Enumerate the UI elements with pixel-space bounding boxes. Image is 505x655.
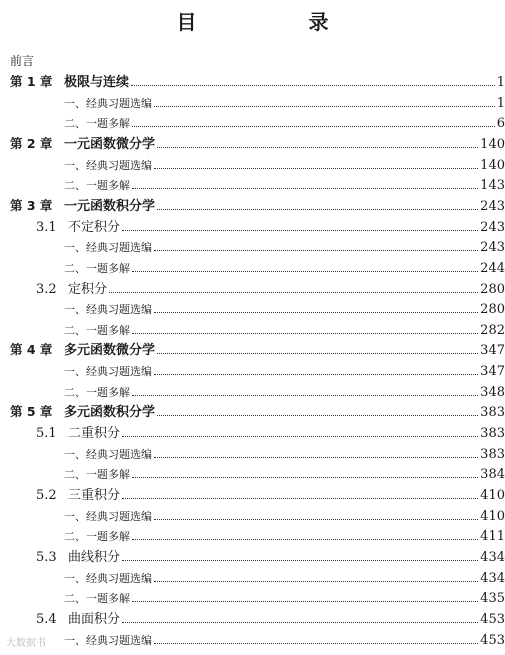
toc-entry-title: 二、一题多解	[64, 261, 130, 275]
toc-entry-section[interactable]	[0, 545, 505, 565]
toc-entry-section[interactable]	[0, 277, 505, 297]
toc-entry-chapter[interactable]	[0, 132, 505, 152]
toc-entry-item[interactable]	[0, 586, 505, 606]
toc-entry-title: 一、经典习题选编	[64, 447, 152, 461]
toc-entry-page: 243	[480, 198, 505, 214]
toc-entry-page: 434	[480, 550, 505, 565]
toc-entry-title: 二、一题多解	[64, 117, 130, 131]
toc-entry-page: 282	[480, 322, 505, 338]
dot-leader	[154, 373, 478, 375]
toc-entry-chapter[interactable]	[0, 400, 505, 420]
toc-entry-page: 140	[480, 136, 505, 152]
dot-leader	[154, 311, 478, 313]
toc-entry-title: 多元函数积分学	[64, 405, 156, 421]
toc-entry-title: 二、一题多解	[64, 468, 130, 482]
toc-entry-title: 多元函数微分学	[64, 343, 156, 359]
toc-entry-title: 一、经典习题选编	[64, 241, 152, 255]
toc-entry-item[interactable]	[0, 153, 505, 173]
toc-entry-item[interactable]	[0, 91, 505, 111]
toc-entry-page: 453	[480, 611, 505, 627]
toc-entry-item[interactable]	[0, 628, 505, 648]
toc-entry-title: 一元函数积分学	[64, 198, 156, 214]
toc-entry-item[interactable]	[0, 566, 505, 586]
dot-leader	[154, 580, 478, 582]
toc-entry-item[interactable]	[0, 380, 505, 400]
dot-leader	[154, 105, 495, 107]
toc-entry-title: 一、经典习题选编	[64, 365, 152, 379]
toc-entry-number: 第 4 章	[10, 342, 53, 358]
toc-entry-item[interactable]	[0, 524, 505, 544]
dot-leader	[122, 497, 478, 499]
toc-entry-page: 411	[480, 529, 505, 545]
toc-entry-page: 1	[496, 95, 505, 111]
toc-entry-page: 383	[480, 426, 505, 441]
toc-entry-number: 第 2 章	[10, 135, 53, 151]
dot-leader	[132, 187, 478, 189]
dot-leader	[122, 559, 478, 561]
toc-entry-title: 二、一题多解	[64, 385, 130, 399]
toc-entry-number: 5.3	[36, 550, 57, 565]
toc-entry-title: 曲面积分	[68, 611, 121, 627]
toc-entry-number: 3.2	[36, 281, 57, 297]
toc-entry-title: 二重积分	[68, 426, 121, 441]
toc-entry-page: 347	[480, 364, 505, 380]
toc-entry-item[interactable]	[0, 442, 505, 462]
toc-entry-title: 一、经典习题选编	[64, 158, 152, 172]
toc-entry-title: 一元函数微分学	[64, 136, 156, 152]
toc-entry-number: 5.1	[36, 426, 57, 441]
toc-entry-page: 1	[496, 75, 505, 90]
toc-entry-item[interactable]	[0, 256, 505, 276]
dot-leader	[132, 125, 495, 127]
toc-entry-number: 第 5 章	[10, 404, 53, 420]
preface-heading: 前言	[10, 54, 35, 68]
dot-leader	[131, 84, 495, 86]
toc-entry-title: 定积分	[68, 281, 108, 297]
toc-entry-title: 二、一题多解	[64, 323, 130, 337]
toc-entry-title: 一、经典习题选编	[64, 509, 152, 523]
toc-entry-number: 5.2	[36, 488, 57, 503]
toc-entry-page: 143	[480, 178, 505, 194]
dot-leader	[157, 208, 478, 210]
toc-entry-title: 一、经典习题选编	[64, 571, 152, 585]
dot-leader	[157, 146, 478, 148]
toc-entry-page: 410	[480, 488, 505, 503]
toc-entry-chapter[interactable]	[0, 194, 505, 214]
toc-entry-number: 3.1	[36, 219, 57, 235]
dot-leader	[154, 456, 478, 458]
toc-entry-title: 不定积分	[68, 219, 121, 235]
toc-entry-page: 453	[480, 632, 505, 648]
toc-entry-page: 348	[480, 384, 505, 400]
toc-entry-section[interactable]	[0, 215, 505, 235]
dot-leader	[132, 600, 478, 602]
toc-entry-item[interactable]	[0, 462, 505, 482]
dot-leader	[122, 435, 478, 437]
dot-leader	[122, 621, 478, 623]
toc-entry-page: 384	[480, 467, 505, 483]
toc-entry-page: 410	[480, 508, 505, 524]
toc-entry-number: 5.4	[36, 611, 57, 627]
toc-entry-section[interactable]	[0, 607, 505, 627]
toc-entry-page: 435	[480, 591, 505, 607]
toc-entry-item[interactable]	[0, 173, 505, 193]
toc-entry-page: 280	[480, 302, 505, 318]
toc-entry-item[interactable]	[0, 504, 505, 524]
toc-entry-page: 383	[480, 446, 505, 462]
toc-entry-item[interactable]	[0, 111, 505, 131]
toc-entry-page: 383	[480, 405, 505, 421]
toc-entry-page: 347	[480, 343, 505, 359]
toc-entry-title: 二、一题多解	[64, 592, 130, 606]
toc-entry-title: 一、经典习题选编	[64, 96, 152, 110]
toc-entry-page: 243	[480, 219, 505, 235]
toc-entry-number: 第 1 章	[10, 74, 53, 89]
toc-entry-item[interactable]	[0, 318, 505, 338]
toc-entry-page: 243	[480, 240, 505, 256]
toc-entry-chapter[interactable]	[0, 338, 505, 358]
page-title: 目 录	[176, 10, 375, 34]
toc-entry-chapter[interactable]	[0, 70, 505, 90]
toc-entry-number: 第 3 章	[10, 197, 53, 213]
toc-entry-section[interactable]	[0, 483, 505, 503]
toc-entry-page: 434	[480, 570, 505, 586]
toc-entry-item[interactable]	[0, 235, 505, 255]
toc-entry-item[interactable]	[0, 359, 505, 379]
dot-leader	[154, 518, 478, 520]
dot-leader	[122, 229, 478, 231]
dot-leader	[157, 414, 478, 416]
dot-leader	[109, 291, 478, 293]
toc-entry-title: 三重积分	[68, 488, 121, 503]
dot-leader	[132, 332, 478, 334]
toc-entry-title: 二、一题多解	[64, 179, 130, 193]
dot-leader	[132, 538, 478, 540]
toc-entry-title: 一、经典习题选编	[64, 303, 152, 317]
toc-entry-page: 140	[480, 157, 505, 173]
toc-entry-title: 极限与连续	[64, 75, 130, 90]
dot-leader	[157, 352, 478, 354]
toc-entry-page: 280	[480, 281, 505, 297]
dot-leader	[154, 167, 478, 169]
toc-entry-title: 曲线积分	[68, 550, 121, 565]
toc-entry-page: 6	[496, 116, 505, 132]
dot-leader	[154, 642, 478, 644]
toc-entry-title: 一、经典习题选编	[64, 633, 152, 647]
dot-leader	[132, 476, 478, 478]
dot-leader	[132, 270, 478, 272]
watermark-text: 大数据书	[6, 638, 46, 649]
dot-leader	[154, 249, 478, 251]
toc-entry-title: 二、一题多解	[64, 530, 130, 544]
toc-entry-item[interactable]	[0, 297, 505, 317]
toc-entry-section[interactable]	[0, 421, 505, 441]
dot-leader	[132, 394, 478, 396]
toc-entry-page: 244	[480, 260, 505, 276]
